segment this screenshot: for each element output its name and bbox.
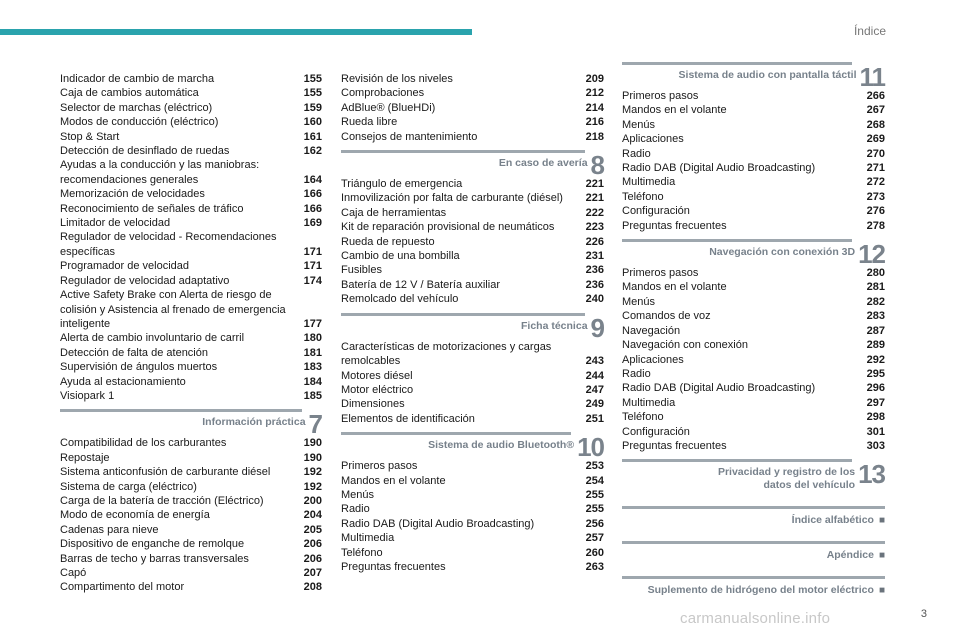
- toc-entry[interactable]: [60, 552, 322, 566]
- entry-page-number: 171: [303, 245, 322, 258]
- entry-page-number: 296: [866, 382, 885, 395]
- toc-entry[interactable]: [622, 103, 885, 117]
- entry-page-number: 169: [303, 217, 322, 230]
- entry-title: Aplicaciones: [622, 133, 684, 146]
- section-title: En caso de avería: [498, 157, 588, 170]
- entry-title: Remolcado del vehículo: [341, 293, 459, 306]
- entry-page-number: 192: [303, 480, 322, 493]
- entry-title: Stop & Start: [60, 130, 120, 143]
- entry-title: Primeros pasos: [622, 267, 699, 280]
- entry-page-number: 255: [585, 488, 604, 501]
- entry-page-number: 270: [866, 147, 885, 160]
- entry-title: Regulador de velocidad - Recomendaciones específicas: [60, 231, 277, 258]
- section-number: 10: [577, 432, 604, 463]
- entry-title: Preguntas frecuentes: [622, 219, 727, 232]
- entry-title: Configuración: [622, 205, 690, 218]
- section-number: 9: [590, 312, 604, 343]
- toc-entry[interactable]: [60, 216, 322, 230]
- entry-title: Mandos en el volante: [622, 104, 727, 117]
- toc-entry[interactable]: [622, 175, 885, 189]
- entry-page-number: 283: [866, 310, 885, 323]
- entry-page-number: 166: [303, 188, 322, 201]
- toc-entry[interactable]: [60, 158, 322, 187]
- entry-page-number: 254: [585, 474, 604, 487]
- section-rule: [622, 541, 885, 544]
- entry-page-number: 255: [585, 503, 604, 516]
- section-13: [622, 459, 885, 492]
- entry-title: Inmovilización por falta de carburante (diésel): [341, 192, 563, 205]
- entry-title: Programador de velocidad: [60, 260, 190, 273]
- entry-page-number: 301: [866, 425, 885, 438]
- toc-column-3: [622, 62, 885, 597]
- entry-title: Radio DAB (Digital Audio Broadcasting): [622, 382, 816, 395]
- entry-page-number: 190: [303, 451, 322, 464]
- entry-page-number: 269: [866, 133, 885, 146]
- header-accent-bar: [0, 29, 472, 35]
- toc-entry[interactable]: [622, 147, 885, 161]
- toc-entry-list: [622, 266, 885, 453]
- entry-page-number: 282: [866, 295, 885, 308]
- toc-entry-list: [341, 177, 604, 307]
- entry-title: Rueda libre: [341, 116, 398, 129]
- watermark: carmanualsonline.info: [680, 610, 831, 627]
- section-rule: [622, 239, 852, 242]
- entry-title: Navegación con conexión: [622, 339, 748, 352]
- section-title: Índice alfabético: [791, 514, 874, 527]
- toc-entry[interactable]: [622, 353, 885, 367]
- section-title: Sistema de audio con pantalla táctil: [678, 69, 857, 81]
- toc-entry[interactable]: [60, 580, 322, 594]
- entry-page-number: 257: [585, 532, 604, 545]
- section-rule: [622, 62, 852, 65]
- entry-page-number: 256: [585, 517, 604, 530]
- toc-entry[interactable]: [60, 360, 322, 374]
- toc-entry-list: [341, 72, 604, 144]
- toc-entry[interactable]: [60, 130, 322, 144]
- entry-page-number: 159: [303, 101, 322, 114]
- toc-entry[interactable]: [341, 517, 604, 531]
- toc-entry[interactable]: [60, 101, 322, 115]
- entry-page-number: 289: [866, 339, 885, 352]
- entry-title: Selector de marchas (eléctrico): [60, 101, 213, 114]
- entry-title: Sistema de carga (eléctrico): [60, 480, 197, 493]
- entry-page-number: 247: [585, 383, 604, 396]
- square-marker-icon: ■: [878, 550, 885, 562]
- section-7: [60, 409, 322, 594]
- entry-title: Fusibles: [341, 264, 382, 277]
- entry-page-number: 162: [303, 145, 322, 158]
- section-11: [622, 62, 885, 233]
- section-title: Suplemento de hidrógeno del motor eléctrico: [647, 584, 874, 597]
- entry-title: Active Safety Brake con Alerta de riesgo de colisión y Asistencia al frenado de emergencia inteligente: [60, 289, 286, 330]
- toc-entry[interactable]: [622, 439, 885, 453]
- entry-page-number: 204: [303, 509, 322, 522]
- toc-entry[interactable]: [341, 474, 604, 488]
- entry-page-number: 236: [585, 278, 604, 291]
- toc-entry[interactable]: [622, 132, 885, 146]
- entry-title: Preguntas frecuentes: [622, 439, 727, 452]
- entry-title: Kit de reparación provisional de neumáticos: [341, 221, 555, 234]
- section-rule: [622, 506, 885, 509]
- entry-page-number: 298: [866, 411, 885, 424]
- section-10: [341, 432, 604, 574]
- entry-page-number: 216: [585, 116, 604, 129]
- entry-page-number: 244: [585, 369, 604, 382]
- entry-title: Regulador de velocidad adaptativo: [60, 274, 230, 287]
- toc-entry[interactable]: [60, 436, 322, 450]
- entry-page-number: 280: [866, 267, 885, 280]
- toc-entry[interactable]: [60, 537, 322, 551]
- entry-title: Menús: [622, 295, 656, 308]
- toc-entry[interactable]: [60, 187, 322, 201]
- toc-entry[interactable]: [60, 389, 322, 403]
- entry-page-number: 222: [585, 206, 604, 219]
- entry-page-number: 226: [585, 235, 604, 248]
- toc-entry[interactable]: [60, 346, 322, 360]
- toc-entry[interactable]: [60, 144, 322, 158]
- entry-title: Teléfono: [341, 546, 383, 559]
- section-appendix: [622, 541, 885, 562]
- toc-entry[interactable]: [341, 206, 604, 220]
- entry-page-number: 161: [303, 130, 322, 143]
- toc-entry[interactable]: [60, 331, 322, 345]
- toc-entry[interactable]: [622, 266, 885, 280]
- entry-page-number: 181: [303, 346, 322, 359]
- toc-entry[interactable]: [60, 566, 322, 580]
- entry-page-number: 171: [303, 260, 322, 273]
- section-rule: [341, 313, 585, 316]
- entry-page-number: 209: [585, 73, 604, 85]
- entry-title: Radio DAB (Digital Audio Broadcasting): [341, 517, 535, 530]
- toc-entry[interactable]: [341, 560, 604, 574]
- entry-title: Caja de cambios automática: [60, 87, 199, 100]
- section-title: Ficha técnica: [521, 319, 588, 332]
- toc-entry[interactable]: [622, 118, 885, 132]
- section-title: Apéndice: [826, 549, 874, 562]
- toc-entry[interactable]: [341, 459, 604, 473]
- entry-page-number: 268: [866, 118, 885, 131]
- entry-title: Menús: [341, 488, 375, 501]
- entry-title: Teléfono: [622, 411, 664, 424]
- entry-page-number: 192: [303, 466, 322, 479]
- entry-page-number: 231: [585, 250, 604, 263]
- entry-title: Repostaje: [60, 451, 110, 464]
- section-rule: [341, 150, 585, 153]
- entry-page-number: 166: [303, 202, 322, 215]
- entry-title: Características de motorizaciones y cargas remolcables: [341, 340, 552, 368]
- entry-page-number: 206: [303, 552, 322, 565]
- entry-title: Comandos de voz: [622, 310, 711, 323]
- toc-entry[interactable]: [341, 383, 604, 397]
- extra-sections: [622, 506, 885, 597]
- toc-entry[interactable]: [622, 161, 885, 175]
- entry-title: Sistema anticonfusión de carburante diésel: [60, 466, 271, 479]
- toc-entry[interactable]: [341, 130, 604, 144]
- entry-title: Rueda de repuesto: [341, 235, 435, 248]
- entry-page-number: 155: [303, 87, 322, 100]
- toc-entry[interactable]: [341, 263, 604, 277]
- entry-title: Multimedia: [622, 396, 676, 409]
- entry-title: Limitador de velocidad: [60, 217, 171, 230]
- toc-entry[interactable]: [622, 338, 885, 352]
- entry-page-number: 260: [585, 546, 604, 559]
- toc-entry[interactable]: [341, 72, 604, 86]
- section-number: 11: [859, 62, 885, 92]
- toc-entry[interactable]: [60, 375, 322, 389]
- entry-title: Consejos de mantenimiento: [341, 130, 478, 143]
- entry-title: Supervisión de ángulos muertos: [60, 361, 218, 374]
- toc-entry[interactable]: [60, 72, 322, 86]
- entry-page-number: 240: [585, 293, 604, 306]
- entry-title: Aplicaciones: [622, 353, 684, 366]
- entry-title: Barras de techo y barras transversales: [60, 552, 249, 565]
- entry-page-number: 251: [585, 412, 604, 425]
- entry-page-number: 177: [303, 317, 322, 330]
- toc-entry[interactable]: [341, 191, 604, 205]
- entry-page-number: 221: [585, 178, 604, 191]
- toc-entry[interactable]: [622, 309, 885, 323]
- section-title: Navegación con conexión 3D: [709, 246, 856, 259]
- entry-title: Capó: [60, 567, 87, 579]
- toc-entry[interactable]: [60, 508, 322, 522]
- entry-title: AdBlue® (BlueHDi): [341, 101, 436, 114]
- section-hydrogen-supplement: [622, 576, 885, 597]
- square-marker-icon: ■: [878, 515, 885, 527]
- toc-entry[interactable]: [341, 340, 604, 369]
- toc-entry-list: [341, 340, 604, 426]
- entry-title: Radio: [341, 503, 370, 516]
- entry-page-number: 273: [866, 190, 885, 203]
- entry-page-number: 271: [866, 162, 885, 175]
- entry-title: Motor eléctrico: [341, 383, 414, 396]
- entry-title: Ayudas a la conducción y las maniobras: recomendaciones generales: [60, 159, 260, 186]
- section-title: Sistema de audio Bluetooth®: [428, 439, 575, 452]
- entry-title: Primeros pasos: [622, 90, 699, 102]
- toc-entry[interactable]: [622, 396, 885, 410]
- entry-title: Compartimento del motor: [60, 581, 185, 594]
- entry-title: Cadenas para nieve: [60, 523, 159, 536]
- section-number: 8: [590, 150, 604, 181]
- toc-entry[interactable]: [341, 235, 604, 249]
- entry-title: Modo de economía de energía: [60, 509, 210, 522]
- toc-entry[interactable]: [622, 410, 885, 424]
- section-rule: [341, 432, 571, 435]
- entry-title: Comprobaciones: [341, 87, 425, 100]
- section-alphabetical-index: [622, 506, 885, 527]
- toc-entry[interactable]: [622, 89, 885, 103]
- entry-title: Detección de desinflado de ruedas: [60, 145, 230, 158]
- entry-page-number: 297: [866, 396, 885, 409]
- entry-page-number: 212: [585, 87, 604, 100]
- entry-title: Dimensiones: [341, 398, 405, 411]
- toc-entry[interactable]: [622, 190, 885, 204]
- entry-title: Radio DAB (Digital Audio Broadcasting): [622, 162, 816, 175]
- toc-entry[interactable]: [60, 115, 322, 129]
- entry-title: Mandos en el volante: [622, 281, 727, 294]
- toc-entry[interactable]: [60, 202, 322, 216]
- entry-title: Alerta de cambio involuntario de carril: [60, 332, 245, 345]
- toc-entry-list: [341, 459, 604, 574]
- entry-page-number: 303: [866, 439, 885, 452]
- entry-page-number: 267: [866, 104, 885, 117]
- entry-page-number: 205: [303, 523, 322, 536]
- entry-title: Indicador de cambio de marcha: [60, 73, 215, 85]
- entry-title: Multimedia: [341, 532, 395, 545]
- toc-entry[interactable]: [622, 425, 885, 439]
- section-number: 7: [308, 409, 322, 440]
- toc-entry[interactable]: [60, 230, 322, 259]
- section-rule: [60, 409, 302, 412]
- toc-entry[interactable]: [341, 101, 604, 115]
- entry-page-number: 183: [303, 361, 322, 374]
- entry-title: Detección de falta de atención: [60, 346, 208, 359]
- entry-title: Modos de conducción (eléctrico): [60, 116, 219, 129]
- toc-entry[interactable]: [60, 480, 322, 494]
- entry-title: Ayuda al estacionamiento: [60, 375, 186, 388]
- entry-page-number: 184: [303, 375, 322, 388]
- entry-title: Teléfono: [622, 190, 664, 203]
- toc-entry[interactable]: [60, 523, 322, 537]
- toc-entry[interactable]: [341, 220, 604, 234]
- entry-page-number: 263: [585, 560, 604, 573]
- entry-title: Batería de 12 V / Batería auxiliar: [341, 278, 500, 291]
- section-rule: [622, 576, 885, 579]
- entry-page-number: 214: [585, 101, 604, 114]
- entry-title: Navegación: [622, 324, 681, 337]
- toc-entry[interactable]: [341, 369, 604, 383]
- entry-title: Carga de la batería de tracción (Eléctrico): [60, 494, 264, 507]
- entry-title: Multimedia: [622, 176, 676, 189]
- toc-entry[interactable]: [341, 397, 604, 411]
- toc-entry[interactable]: [622, 324, 885, 338]
- entry-title: Preguntas frecuentes: [341, 560, 446, 573]
- entry-page-number: 164: [303, 173, 322, 186]
- entry-title: Cambio de una bombilla: [341, 250, 460, 263]
- entry-page-number: 276: [866, 205, 885, 218]
- page-header-title: Índice: [853, 24, 886, 38]
- toc-entry[interactable]: [341, 531, 604, 545]
- entry-page-number: 223: [585, 221, 604, 234]
- section-number: 13: [858, 459, 885, 490]
- entry-page-number: 155: [303, 73, 322, 85]
- toc-entry[interactable]: [60, 451, 322, 465]
- toc-entry[interactable]: [60, 494, 322, 508]
- square-marker-icon: ■: [878, 585, 885, 597]
- entry-page-number: 190: [303, 437, 322, 450]
- entry-page-number: 221: [585, 192, 604, 205]
- entry-page-number: 266: [866, 90, 885, 102]
- toc-entry[interactable]: [341, 249, 604, 263]
- section-8: [341, 150, 604, 307]
- entry-title: Reconocimiento de señales de tráfico: [60, 202, 244, 215]
- toc-entry[interactable]: [622, 280, 885, 294]
- entry-title: Radio: [622, 367, 651, 380]
- entry-page-number: 272: [866, 176, 885, 189]
- entry-page-number: 249: [585, 398, 604, 411]
- entry-title: Configuración: [622, 425, 690, 438]
- entry-page-number: 292: [866, 353, 885, 366]
- entry-title: Radio: [622, 147, 651, 160]
- entry-page-number: 200: [303, 494, 322, 507]
- toc-entry[interactable]: [341, 502, 604, 516]
- entry-page-number: 160: [303, 116, 322, 129]
- toc-column-2: [341, 72, 604, 574]
- section-title: Información práctica: [202, 416, 306, 429]
- section-number: 12: [858, 239, 885, 270]
- entry-title: Visiopark 1: [60, 389, 115, 402]
- entry-page-number: 278: [866, 219, 885, 232]
- section-9: [341, 313, 604, 426]
- section-12: [622, 239, 885, 453]
- toc-entry[interactable]: [341, 177, 604, 191]
- toc-entry-list: [60, 436, 322, 594]
- entry-page-number: 207: [303, 567, 322, 579]
- entry-title: Elementos de identificación: [341, 412, 475, 425]
- toc-entry[interactable]: [60, 465, 322, 479]
- entry-page-number: 174: [303, 274, 322, 287]
- entry-page-number: 185: [303, 389, 322, 402]
- section-rule: [622, 459, 852, 462]
- page-number: 3: [920, 608, 927, 620]
- toc-entry[interactable]: [341, 412, 604, 426]
- toc-entry[interactable]: [341, 546, 604, 560]
- entry-title: Triángulo de emergencia: [341, 178, 463, 191]
- toc-entry-list: [60, 72, 322, 403]
- toc-entry[interactable]: [60, 274, 322, 288]
- toc-entry[interactable]: [60, 86, 322, 100]
- toc-entry[interactable]: [341, 86, 604, 100]
- toc-entry[interactable]: [341, 115, 604, 129]
- entry-title: Motores diésel: [341, 369, 413, 382]
- entry-page-number: 208: [303, 581, 322, 594]
- toc-entry[interactable]: [622, 204, 885, 218]
- toc-entry[interactable]: [341, 278, 604, 292]
- entry-title: Primeros pasos: [341, 460, 418, 473]
- entry-page-number: 206: [303, 538, 322, 551]
- entry-page-number: 218: [585, 130, 604, 143]
- entry-page-number: 281: [866, 281, 885, 294]
- entry-title: Mandos en el volante: [341, 474, 446, 487]
- entry-title: Memorización de velocidades: [60, 188, 205, 201]
- toc-entry[interactable]: [341, 488, 604, 502]
- entry-title: Compatibilidad de los carburantes: [60, 437, 227, 450]
- entry-title: Dispositivo de enganche de remolque: [60, 538, 245, 551]
- section-title: Privacidad y registro de los datos del vehículo: [717, 466, 856, 492]
- toc-entry[interactable]: [622, 219, 885, 233]
- entry-page-number: 295: [866, 367, 885, 380]
- toc-entry[interactable]: [622, 381, 885, 395]
- toc-entry[interactable]: [622, 295, 885, 309]
- toc-entry[interactable]: [60, 288, 322, 331]
- entry-page-number: 236: [585, 264, 604, 277]
- entry-page-number: 253: [585, 460, 604, 473]
- toc-entry[interactable]: [622, 367, 885, 381]
- toc-entry-list: [622, 89, 885, 233]
- entry-title: Revisión de los niveles: [341, 73, 453, 85]
- toc-column-1: [60, 72, 322, 595]
- entry-page-number: 243: [585, 355, 604, 368]
- toc-entry[interactable]: [60, 259, 322, 273]
- entry-page-number: 180: [303, 332, 322, 345]
- toc-entry[interactable]: [341, 292, 604, 306]
- entry-title: Caja de herramientas: [341, 206, 447, 219]
- entry-page-number: 287: [866, 324, 885, 337]
- entry-title: Menús: [622, 118, 656, 131]
